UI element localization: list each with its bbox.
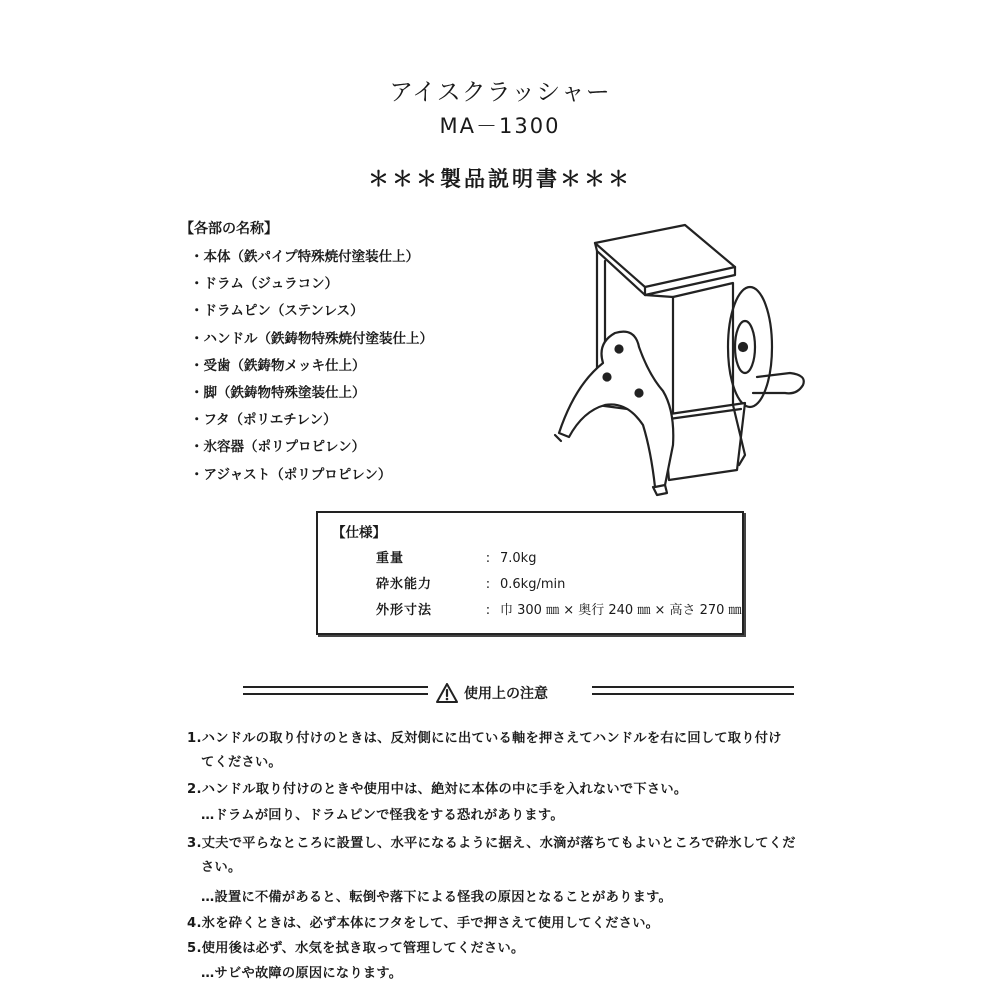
spec-label: 重量: [376, 551, 405, 566]
caution-line: …サビや故障の原因になります。: [201, 966, 403, 981]
spec-value: 巾 300 ㎜ × 奥行 240 ㎜ × 高さ 270 ㎜: [500, 603, 742, 618]
ice-crusher-illustration: [545, 215, 815, 500]
spec-row-dimensions: 外形寸法 : 巾 300 ㎜ × 奥行 240 ㎜ × 高さ 270 ㎜: [376, 599, 742, 618]
caution-line: …設置に不備があると、転倒や落下による怪我の原因となることがあります。: [201, 890, 673, 905]
model-number: MA－1300: [439, 114, 561, 138]
caution-line: 4.氷を砕くときは、必ず本体にフタをして、手で押さえて使用してください。: [187, 916, 660, 931]
document-subtitle: ＊＊＊製品説明書＊＊＊: [368, 167, 632, 191]
parts-heading: 【各部の名称】: [180, 221, 278, 237]
part-item: ・ フタ（ポリエチレン）: [190, 410, 433, 437]
part-item: ・ 受歯（鉄鋳物メッキ仕上）: [190, 356, 433, 383]
warning-triangle-icon: [436, 683, 458, 703]
spec-box: [316, 511, 744, 635]
spec-heading: 【仕様】: [332, 525, 386, 541]
caution-line: 2.ハンドル取り付けのときや使用中は、絶対に本体の中に手を入れないで下さい。: [187, 782, 688, 797]
part-item: ・ 本体（鉄パイプ特殊焼付塗装仕上）: [190, 247, 433, 274]
spec-row-capacity: 砕氷能力 : 0.6kg/min: [376, 573, 565, 592]
caution-line: 1.ハンドルの取り付けのときは、反対側にに出ている軸を押さえてハンドルを右に回して取り付け: [187, 731, 782, 746]
caution-line: 3.丈夫で平らなところに設置し、水平になるように据え、水滴が落ちてもよいところで砕氷してくだ: [187, 836, 796, 851]
caution-line: 5.使用後は必ず、水気を拭き取って管理してください。: [187, 941, 525, 956]
caution-line: てください。: [201, 755, 282, 770]
caution-line: さい。: [201, 860, 242, 875]
spec-value: 0.6kg/min: [500, 577, 566, 592]
part-item: ・ ドラム（ジュラコン）: [190, 274, 433, 301]
parts-list: [190, 247, 433, 492]
spec-row-weight: 重量 : 7.0kg: [376, 547, 536, 566]
divider-right: [592, 686, 794, 695]
part-item: ・ 氷容器（ポリプロピレン）: [190, 437, 433, 464]
divider-left: [243, 686, 428, 695]
document-title: アイスクラッシャー: [389, 78, 611, 106]
part-item: ・ ドラムピン（ステンレス）: [190, 301, 433, 328]
caution-line: …ドラムが回り、ドラムピンで怪我をする恐れがあります。: [201, 808, 564, 823]
spec-value: 7.0kg: [500, 551, 537, 566]
part-item: ・ アジャスト（ポリプロピレン）: [190, 465, 433, 492]
caution-heading: [436, 683, 548, 703]
spec-label: 砕氷能力: [376, 577, 433, 592]
part-item: ・ 脚（鉄鋳物特殊塗装仕上）: [190, 383, 433, 410]
spec-label: 外形寸法: [376, 603, 433, 618]
part-item: ・ ハンドル（鉄鋳物特殊焼付塗装仕上）: [190, 329, 433, 356]
caution-heading-text: 使用上の注意: [464, 686, 548, 702]
